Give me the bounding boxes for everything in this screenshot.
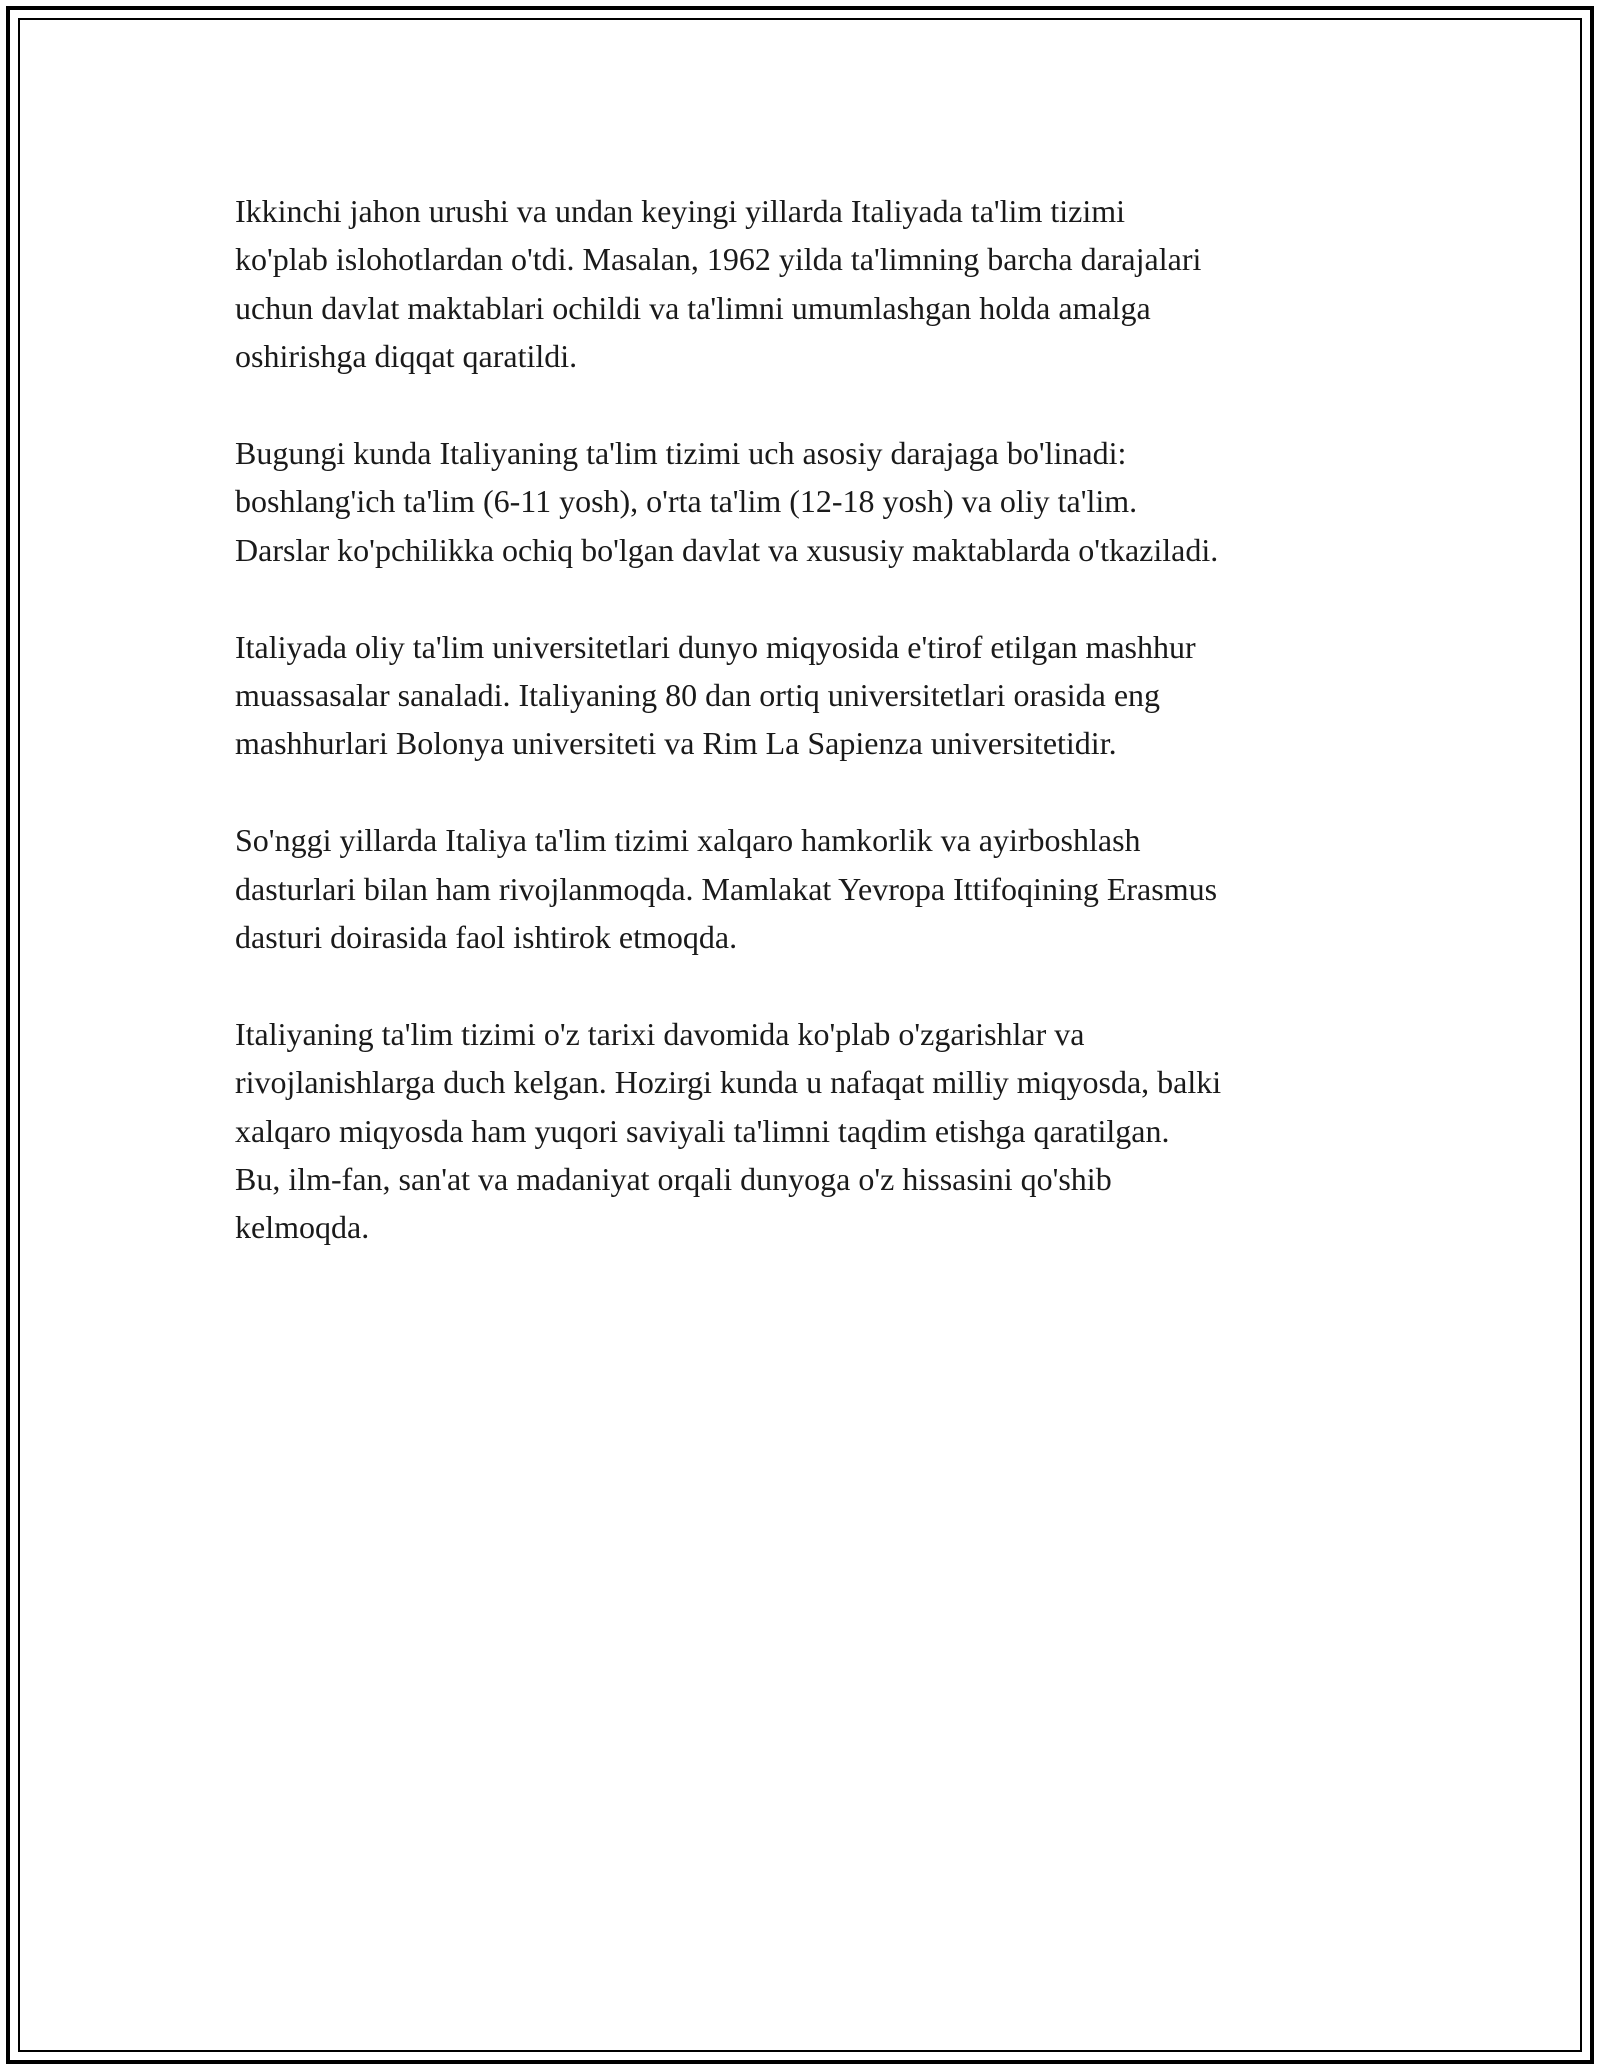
paragraph-2-line-3: Darslar ko'pchilikka ochiq bo'lgan davlat va xususiy maktablarda o'tkaziladi.	[235, 531, 1219, 568]
paragraph-5	[235, 1010, 1385, 1252]
paragraph-5-line-3: xalqaro miqyosda ham yuqori saviyali ta'limni taqdim etishga qaratilgan.	[235, 1112, 1170, 1149]
paragraph-1-line-1: Ikkinchi jahon urushi va undan keyingi yillarda Italiyada ta'lim tizimi	[235, 193, 1125, 229]
paragraph-4-line-1: So'nggi yillarda Italiya ta'lim tizimi xalqaro hamkorlik va ayirboshlash	[235, 822, 1141, 859]
paragraph-3	[235, 623, 1385, 768]
paragraph-1	[235, 187, 1385, 381]
paragraph-3-line-3: mashhurlari Bolonya universiteti va Rim La Sapienza universitetidir.	[235, 725, 1117, 762]
paragraph-1-line-4: oshirishga diqqat qaratildi.	[235, 338, 578, 375]
paragraph-5-line-4: Bu, ilm-fan, san'at va madaniyat orqali dunyoga o'z hissasini qo'shib	[235, 1161, 1112, 1198]
paragraph-5-line-2: rivojlanishlarga duch kelgan. Hozirgi kunda u nafaqat milliy miqyosda, balki	[235, 1064, 1222, 1101]
paragraph-3-line-1: Italiyada oliy ta'lim universitetlari dunyo miqyosida e'tirof etilgan mashhur	[235, 628, 1196, 665]
paragraph-2	[235, 429, 1385, 574]
paragraph-1-line-3: uchun davlat maktablari ochildi va ta'limni umumlashgan holda amalga	[235, 289, 1151, 326]
paragraph-4-line-2: dasturlari bilan ham rivojlanmoqda. Mamlakat Yevropa Ittifoqining Erasmus	[235, 870, 1218, 907]
paragraph-1-line-2: ko'plab islohotlardan o'tdi. Masalan, 1962 yilda ta'limning barcha darajalari	[235, 241, 1202, 278]
paragraph-3-line-2: muassasalar sanaladi. Italiyaning 80 dan ortiq universitetlari orasida eng	[235, 677, 1161, 714]
paragraph-2-line-1: Bugungi kunda Italiyaning ta'lim tizimi uch asosiy darajaga bo'linadi:	[235, 435, 1127, 472]
paragraph-4-line-3: dasturi doirasida faol ishtirok etmoqda.	[235, 919, 738, 956]
paragraph-2-line-2: boshlang'ich ta'lim (6-11 yosh), o'rta ta'lim (12-18 yosh) va oliy ta'lim.	[235, 483, 1138, 520]
paragraph-5-line-1: Italiyaning ta'lim tizimi o'z tarixi davomida ko'plab o'zgarishlar va	[235, 1015, 1085, 1052]
paragraph-5-line-5: kelmoqda.	[235, 1209, 370, 1246]
paragraph-4	[235, 816, 1385, 961]
document-body	[235, 187, 1385, 1300]
